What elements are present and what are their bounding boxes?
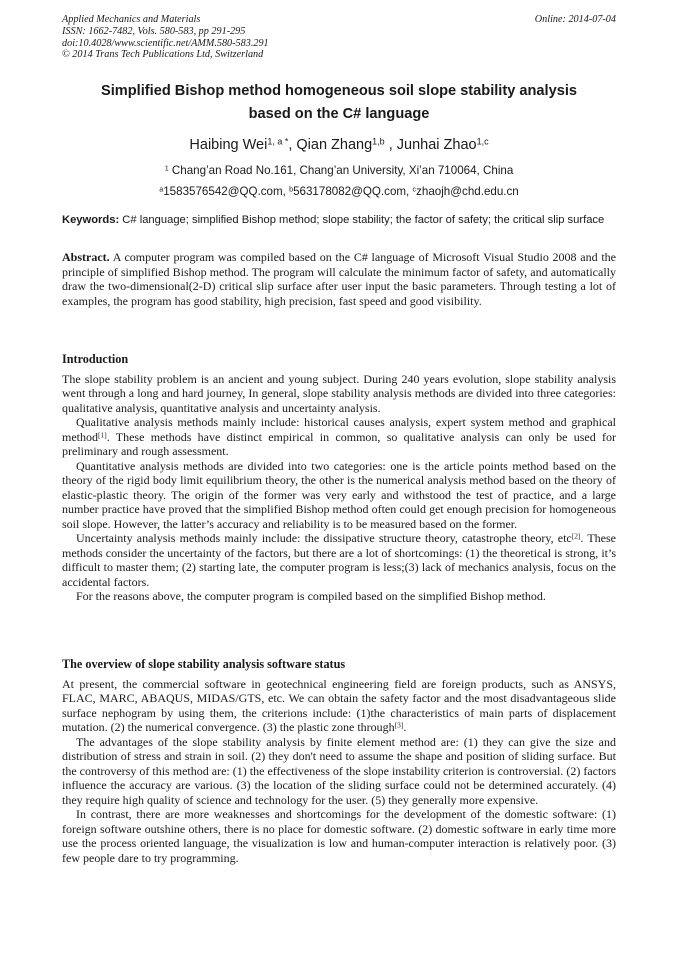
author-name: Junhai Zhao [396,137,477,153]
title-line-2: based on the C# language [248,106,430,122]
email-sup: b [289,184,294,194]
abstract-label: Abstract. [62,250,110,264]
keywords-label: Keywords: [62,214,120,226]
author-name: Qian Zhang [296,137,373,153]
abstract-text: A computer program was compiled based on the C# language of Microsoft Visual Studio 2008 and the principle of simplified Bishop method. The program will calculate the minimum factor of safety, and automatically draw the two-dimensional(2-D) critical slip surface after user input the basic parameters. Through testing a lot of examples, the program has good stability, high precision, fast speed and good visibility. [62,250,616,308]
affiliation [40,164,638,177]
section-heading: The overview of slope stability analysis software status [62,657,346,671]
section-heading: Introduction [62,352,129,366]
paragraph: For the reasons above, the computer program is compiled based on the simplified Bishop method. [76,589,546,603]
email-list [40,185,638,198]
paragraph-text: Uncertainty analysis methods mainly include: the dissipative structure theory, catastrophe theory, etc [76,531,572,545]
paragraph [62,531,616,589]
affiliation-text: Chang’an Road No.161, Chang’an University, Xi’an 710064, China [168,164,514,177]
issn: ISSN: 1662-7482, Vols. 580-583, pp 291-295 [62,25,246,37]
overview-section [62,657,616,865]
paragraph-text: Qualitative analysis methods mainly include: historical causes analysis, expert system method and graphical method [62,415,616,444]
author-sup: 1,c [476,136,489,147]
keywords [62,213,616,228]
paragraph: The slope stability problem is an ancient and young subject. During 240 years evolution, slope stability analysis went through a long and hard journey, In general, slope stability analysis methods are divided into three categories: qualitative analysis, quantitative analysis and uncertainty analysis. [62,371,616,415]
paragraph-text: . [403,720,407,734]
journal-name: Applied Mechanics and Materials [62,14,201,25]
doi: doi:10.4028/www.scientific.net/AMM.580-583.291 [62,37,269,49]
paper-title [50,80,628,126]
title-line-1: Simplified Bishop method homogeneous soil slope stability analysis [101,83,577,99]
paragraph-text: . These methods consider the uncertainty of the factors, but there are a lot of shortcomings: (1) the theoretical is strong, it’s difficult to master them; (2) starting late, the computer program is less;(3) lack of mechanics analysis, focus on the accidental factors. [62,531,616,589]
paragraph [62,677,616,735]
citation: [1] [98,429,107,439]
email[interactable]: 1583576542@QQ.com, [163,185,290,198]
citation: [3] [394,720,404,730]
author-sup: 1, a * [267,136,289,147]
paragraph: In contrast, there are more weaknesses and shortcomings for the development of the domestic software: (1) foreign software outshine others, there is no place for domestic software. (2) domestic software in early time more use the process oriented language, the visualization is low and human-computer interaction is relatively poor. (3) few people dare to try programming. [62,807,616,865]
paragraph-text: At present, the commercial software in geotechnical engineering field are foreign products, such as ANSYS, FLAC, MARC, ABAQUS, MIDAS/GTS, etc. We can obtain the safety factor and the most disadvantageous slide surface nephogram by using them, the criterions include: (1)the characteristics of main parts of displacement mutation. (2) the numerical convergence. (3) the plastic zone through [62,676,616,734]
introduction-section [62,352,616,604]
page-header [62,14,616,61]
email[interactable]: zhaojh@chd.edu.cn [416,185,519,198]
author-list [40,137,638,153]
email[interactable]: 563178082@QQ.com, [293,185,413,198]
author-sup: 1,b [372,136,385,147]
citation: [2] [571,531,581,541]
author-separator: , [384,137,397,153]
author-name: Haibing Wei [189,137,268,153]
keywords-text: C# language; simplified Bishop method; slope stability; the factor of safety; the critical slip surface [119,214,605,226]
email-sup: a [159,184,164,194]
author-separator: , [288,137,297,153]
abstract [62,250,616,308]
email-sup: c [412,184,417,194]
paragraph: Quantitative analysis methods are divided into two categories: one is the article points method based on the theory of the rigid body limit equilibrium theory, the other is the numerical analysis method based on the theory of elastic-plastic theory. The origin of the former was very early and withstood the test of practice, and a large number practice have proved that the simplified Bishop method often could get enough precision for homogeneous soil slope. However, the latter’s accuracy and reliability is to be measured based on the former. [62,458,616,531]
paragraph-text: . These methods have distinct empirical in common, so qualitative analysis can only be used for preliminary and rough assessment. [62,429,616,458]
online-date: Online: 2014-07-04 [534,14,616,25]
paragraph [62,415,616,459]
paragraph: The advantages of the slope stability analysis by finite element method are: (1) they can give the size and distribution of stress and strain in soil. (2) they don't need to assume the shape and position of sliding surface. But the controversy of this method are: (1) the effectiveness of the slope instability criterion is controversial. (2) factors influence the accuracy are various. (3) the location of the sliding surface could not be determined accurately. (4) they require high quality of science and technology for the user. (5) they generally more expensive. [62,734,616,807]
affiliation-sup: 1 [164,163,169,173]
copyright: © 2014 Trans Tech Publications Ltd, Switzerland [62,49,264,61]
